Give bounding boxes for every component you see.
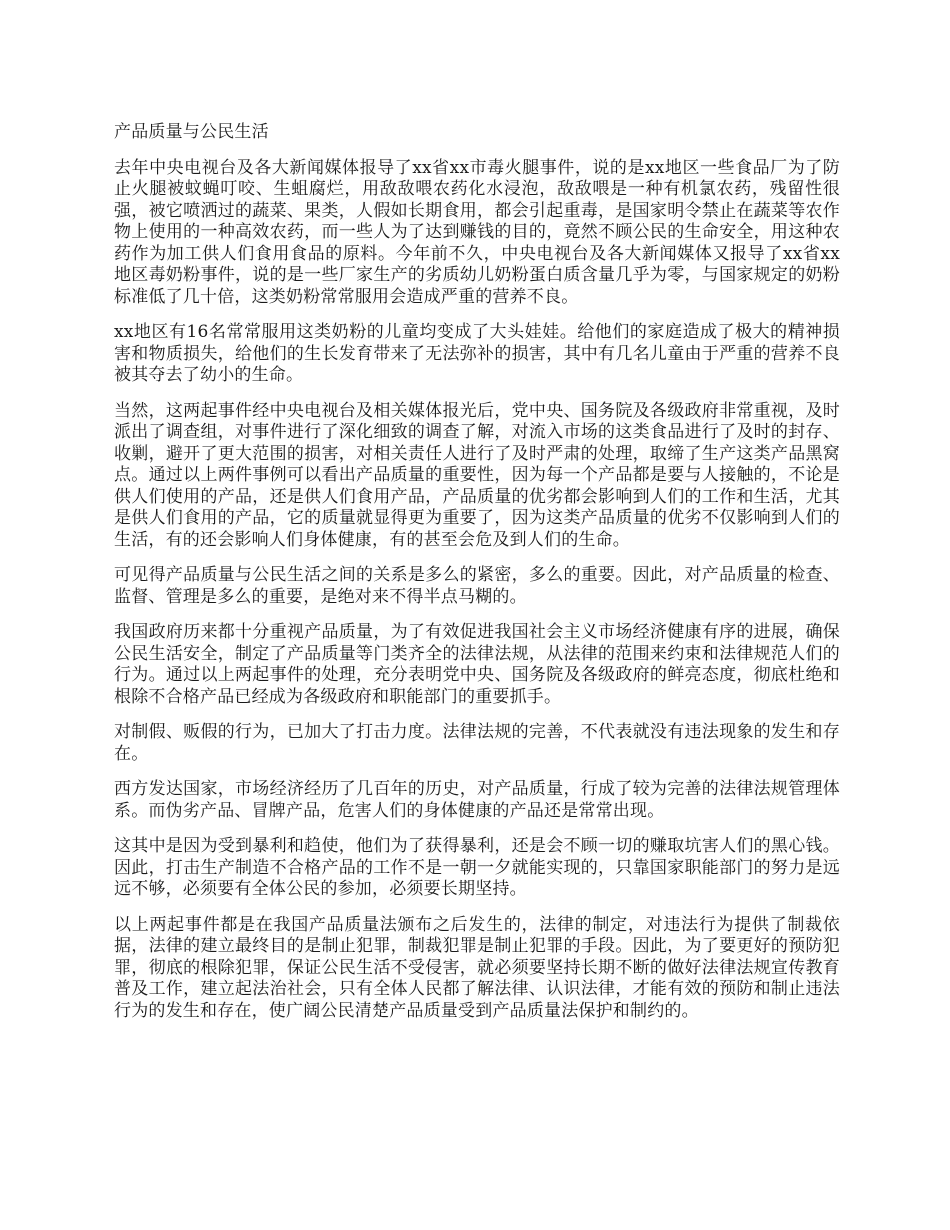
- paragraph-3: 当然，这两起事件经中央电视台及相关媒体报光后，党中央、国务院及各级政府非常重视，及时派出了调查组，对事件进行了深化细致的调查了解，对流入市场的这类食品进行了及时的封存、收剿，避开了更大范围的损害，对相关责任人进行了及时严肃的处理，取缔了生产这类产品黑窝点。通过以上两件事例可以看出产品质量的重要性，因为每一个产品都是要与人接触的，不论是供人们使用的产品，还是供人们食用产品，产品质量的优劣都会影响到人们的工作和生活，尤其是供人们食用的产品，它的质量就显得更为重要了，因为这类产品质量的优劣不仅影响到人们的生活，有的还会影响人们身体健康，有的甚至会危及到人们的生命。: [114, 400, 840, 550]
- paragraph-7: 西方发达国家，市场经济经历了几百年的历史，对产品质量，行成了较为完善的法律法规管理体系。而伪劣产品、冒牌产品，危害人们的身体健康的产品还是常常出现。: [114, 779, 840, 821]
- document-body: [114, 122, 840, 1036]
- paragraph-1: 去年中央电视台及各大新闻媒体报导了xx省xx市毒火腿事件，说的是xx地区一些食品厂为了防止火腿被蚊蝇叮咬、生蛆腐烂，用敌敌喂农药化水浸泡，敌敌喂是一种有机氯农药，残留性很强，被它喷洒过的蔬菜、果类，人假如长期食用，都会引起重毒，是国家明令禁止在蔬菜等农作物上使用的一种高效农药，而一些人为了达到赚钱的目的，竟然不顾公民的生命安全，用这种农药作为加工供人们食用食品的原料。今年前不久，中央电视台及各大新闻媒体又报导了xx省xx地区毒奶粉事件，说的是一些厂家生产的劣质幼儿奶粉蛋白质含量几乎为零，与国家规定的奶粉标准低了几十倍，这类奶粉常常服用会造成严重的营养不良。: [114, 157, 840, 307]
- document-title: 产品质量与公民生活: [114, 122, 269, 142]
- paragraph-8: 这其中是因为受到暴利和趋使，他们为了获得暴利，还是会不顾一切的赚取坑害人们的黑心钱。因此，打击生产制造不合格产品的工作不是一朝一夕就能实现的，只靠国家职能部门的努力是远远不够，必须要有全体公民的参加，必须要长期坚持。: [114, 836, 840, 899]
- paragraph-4: 可见得产品质量与公民生活之间的关系是多么的紧密，多么的重要。因此，对产品质量的检查、监督、管理是多么的重要，是绝对来不得半点马糊的。: [114, 565, 840, 607]
- paragraph-9: 以上两起事件都是在我国产品质量法颁布之后发生的，法律的制定，对违法行为提供了制裁依据，法律的建立最终目的是制止犯罪，制裁犯罪是制止犯罪的手段。因此，为了要更好的预防犯罪，彻底的根除犯罪，保证公民生活不受侵害，就必须要坚持长期不断的做好法律法规宣传教育普及工作，建立起法治社会，只有全体人民都了解法律、认识法律，才能有效的预防和制止违法行为的发生和存在，使广阔公民清楚产品质量受到产品质量法保护和制约的。: [114, 914, 840, 1021]
- paragraph-6: 对制假、贩假的行为，已加大了打击力度。法律法规的完善，不代表就没有违法现象的发生和存在。: [114, 722, 840, 764]
- paragraph-2: xx地区有16名常常服用这类奶粉的儿童均变成了大头娃娃。给他们的家庭造成了极大的精神损害和物质损失，给他们的生长发育带来了无法弥补的损害，其中有几名儿童由于严重的营养不良被其夺去了幼小的生命。: [114, 322, 840, 385]
- paragraph-5: 我国政府历来都十分重视产品质量，为了有效促进我国社会主义市场经济健康有序的进展，确保公民生活安全，制定了产品质量等门类齐全的法律法规，从法律的范围来约束和法律规范人们的行为。通过以上两起事件的处理，充分表明党中央、国务院及各级政府的鲜亮态度，彻底杜绝和根除不合格产品已经成为各级政府和职能部门的重要抓手。: [114, 622, 840, 707]
